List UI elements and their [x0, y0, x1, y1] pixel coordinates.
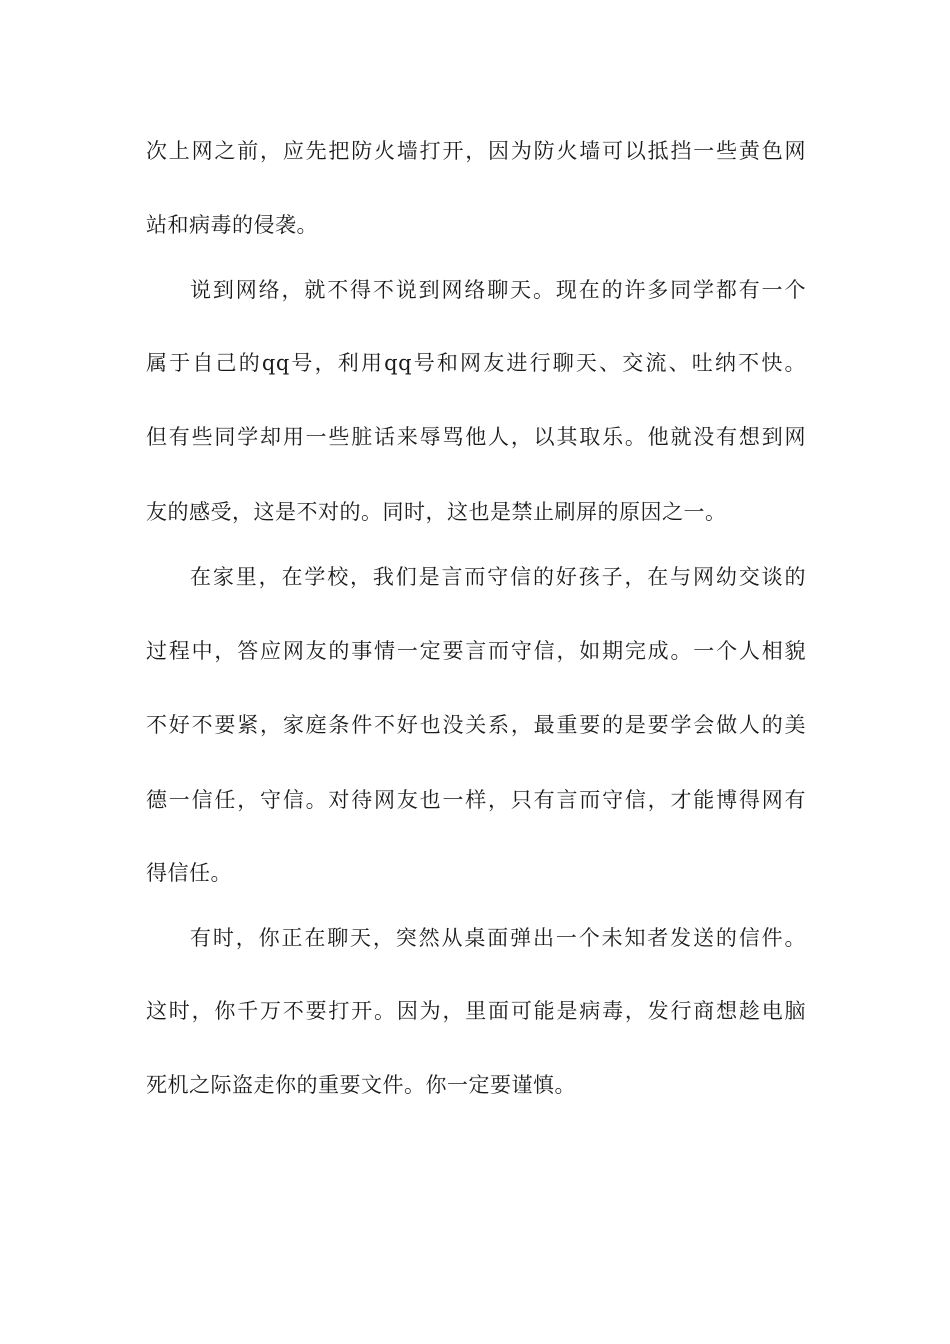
paragraph-first-line: 在家里，在学校，我们是言而守信的好孩子，在与网幼交谈的 [190, 565, 806, 589]
text-line: 属于自己的qq号，利用qq号和网友进行聊天、交流、吐纳不快。 [146, 351, 806, 375]
text-line: 死机之际盗走你的重要文件。你一定要谨慎。 [146, 1073, 576, 1097]
text-line: 友的感受，这是不对的。同时，这也是禁止刷屏的原因之一。 [146, 500, 727, 524]
text-line: 次上网之前，应先把防火墙打开，因为防火墙可以抵挡一些黄色网 [146, 139, 806, 163]
text-line: 站和病毒的侵袭。 [146, 213, 318, 237]
text-line: 德一信任，守信。对待网友也一样，只有言而守信，才能博得网有 [146, 788, 806, 812]
paragraph-first-line: 说到网络，就不得不说到网络聊天。现在的许多同学都有一个 [190, 278, 806, 302]
text-line: 得信任。 [146, 861, 232, 885]
text-line: 这时，你千万不要打开。因为，里面可能是病毒，发行商想趁电脑 [146, 999, 806, 1023]
text-line: 不好不要紧，家庭条件不好也没关系，最重要的是要学会做人的美 [146, 713, 806, 737]
text-line: 但有些同学却用一些脏话来辱骂他人，以其取乐。他就没有想到网 [146, 425, 806, 449]
paragraph-first-line: 有时，你正在聊天，突然从桌面弹出一个未知者发送的信件。 [190, 926, 806, 950]
text-line: 过程中，答应网友的事情一定要言而守信，如期完成。一个人相貌 [146, 639, 806, 663]
